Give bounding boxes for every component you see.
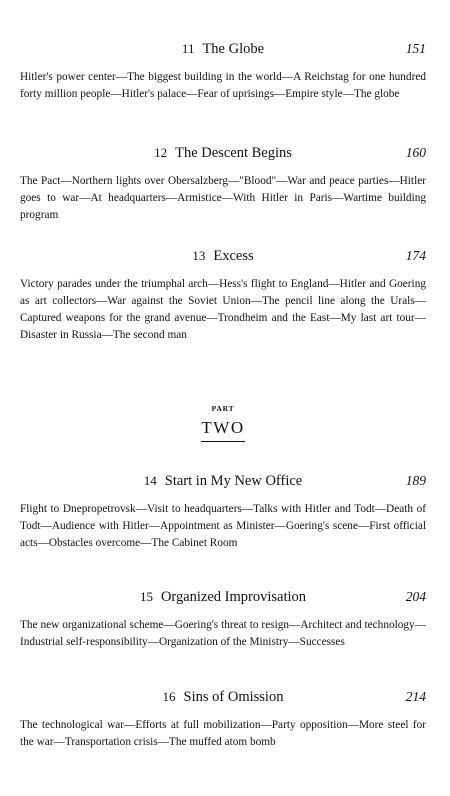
chapter-entry — [20, 246, 426, 344]
chapter-title-line — [20, 687, 426, 707]
chapter-title: The Descent Begins — [175, 145, 292, 161]
part-label: PART — [211, 404, 235, 413]
chapter-page-number: 189 — [405, 473, 426, 488]
chapter-heading — [20, 246, 426, 266]
chapter-entry — [20, 687, 426, 751]
chapter-title-line — [20, 39, 426, 59]
chapter-number: 11 — [181, 41, 195, 56]
chapter-number: 16 — [162, 689, 176, 704]
chapter-title: The Globe — [202, 41, 265, 57]
chapter-heading — [20, 587, 426, 607]
chapter-heading — [20, 39, 426, 59]
part-name: TWO — [201, 417, 244, 442]
chapter-page-number: 204 — [405, 589, 426, 604]
chapter-heading — [20, 471, 426, 491]
table-of-contents-page — [20, 0, 426, 796]
chapter-entry — [20, 587, 426, 651]
chapter-title-line — [20, 587, 426, 607]
chapter-description: Flight to Dnepropetrovsk—Visit to headquarters—Talks with Hitler and Todt—Death of Todt—Audience with Hitler—Appointment as Minister—Goering's scene—First official acts—Obstacles overcome—The Cabinet Room — [20, 503, 426, 549]
chapter-title: Excess — [213, 248, 254, 264]
chapter-title: Start in My New Office — [164, 473, 303, 489]
chapter-description: Hitler's power center—The biggest building in the world—A Reichstag for one hundred forty million people—Hitler's palace—Fear of uprisings—Empire style—The globe — [20, 71, 426, 100]
chapter-page-number: 160 — [405, 145, 426, 160]
chapter-title: Organized Improvisation — [160, 589, 307, 605]
chapter-number: 12 — [154, 145, 168, 160]
chapter-title-line — [20, 471, 426, 491]
chapter-title-line — [20, 246, 426, 266]
chapter-description: The Pact—Northern lights over Obersalzberg—"Blood"—War and peace parties—Hitler goes to war—At headquarters—Armistice—With Hitler in Paris—Wartime building program — [20, 175, 426, 221]
chapter-page-number: 214 — [405, 689, 426, 704]
chapter-entry — [20, 39, 426, 103]
chapter-description: Victory parades under the triumphal arch—Hess's flight to England—Hitler and Goering as art collectors—War against the Soviet Union—The pencil line along the Urals—Captured weapons for the grand avenue—Trondheim and the East—My last art tour—Disaster in Russia—The second man — [20, 278, 426, 341]
chapter-page-number: 151 — [405, 41, 426, 56]
chapter-title-line — [20, 143, 426, 163]
chapter-description: The technological war—Efforts at full mobilization—Party opposition—More steel for the war—Transportation crisis—The muffed atom bomb — [20, 719, 426, 748]
chapter-heading — [20, 143, 426, 163]
chapter-heading — [20, 687, 426, 707]
chapter-number: 15 — [139, 589, 153, 604]
chapter-entry — [20, 143, 426, 224]
chapter-entry — [20, 471, 426, 552]
chapter-number: 13 — [192, 248, 206, 263]
chapter-description: The new organizational scheme—Goering's threat to resign—Architect and technology—Industrial self-responsibility—Organization of the Ministry—Successes — [20, 619, 426, 648]
part-heading — [20, 404, 426, 442]
chapter-number: 14 — [143, 473, 157, 488]
chapter-title: Sins of Omission — [183, 689, 284, 705]
chapter-page-number: 174 — [405, 248, 426, 263]
